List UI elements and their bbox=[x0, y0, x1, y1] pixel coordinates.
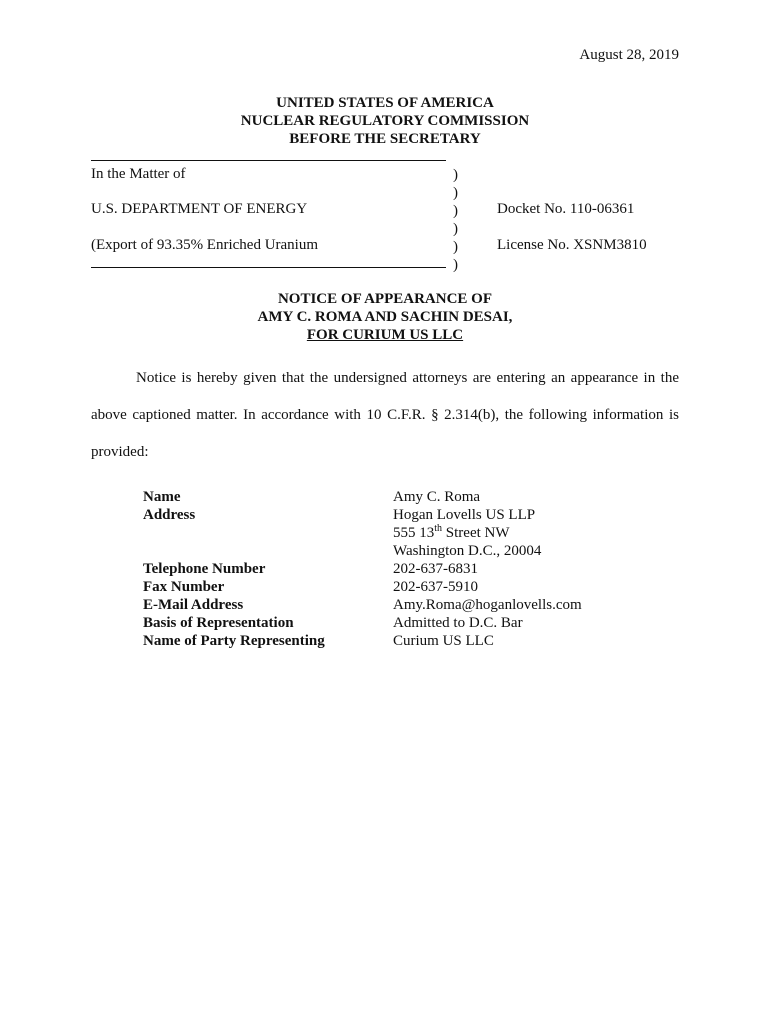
address-line-3: Washington D.C., 20004 bbox=[393, 543, 542, 559]
address-value bbox=[393, 506, 541, 560]
phone-value: 202-637-6831 bbox=[393, 561, 478, 577]
case-caption bbox=[91, 145, 691, 273]
info-row-name bbox=[143, 488, 582, 506]
party-value: Curium US LLC bbox=[393, 633, 494, 649]
caption-matter: In the Matter of bbox=[91, 166, 186, 182]
info-row-phone bbox=[143, 560, 582, 578]
email-value: Amy.Roma@hoganlovells.com bbox=[393, 597, 582, 613]
caption-subject: (Export of 93.35% Enriched Uranium bbox=[91, 237, 319, 253]
heading-line-3: BEFORE THE SECRETARY bbox=[289, 131, 481, 147]
fax-label: Fax Number bbox=[143, 579, 225, 595]
caption-paren-2: ) bbox=[453, 185, 458, 201]
info-row-fax bbox=[143, 578, 582, 596]
document-date: August 28, 2019 bbox=[579, 47, 679, 63]
info-row-email bbox=[143, 596, 582, 614]
heading-line-2: NUCLEAR REGULATORY COMMISSION bbox=[240, 113, 530, 129]
basis-value: Admitted to D.C. Bar bbox=[393, 615, 523, 631]
info-row-basis bbox=[143, 614, 582, 632]
address-street-name: Street NW bbox=[442, 525, 510, 541]
title-line-1: NOTICE OF APPEARANCE OF bbox=[277, 291, 493, 307]
heading-line-1: UNITED STATES OF AMERICA bbox=[276, 95, 494, 111]
license-number: License No. XSNM3810 bbox=[497, 237, 647, 253]
title-line-2: AMY C. ROMA AND SACHIN DESAI, bbox=[257, 309, 513, 325]
court-heading bbox=[0, 94, 770, 148]
caption-paren-5: ) bbox=[453, 239, 458, 255]
fax-value: 202-637-5910 bbox=[393, 579, 478, 595]
address-ordinal: th bbox=[434, 523, 443, 534]
caption-paren-6: ) bbox=[453, 257, 458, 273]
address-label: Address bbox=[143, 507, 196, 523]
caption-paren-3: ) bbox=[453, 203, 458, 219]
caption-top-rule bbox=[91, 160, 446, 161]
email-label: E-Mail Address bbox=[143, 597, 244, 613]
phone-label: Telephone Number bbox=[143, 561, 266, 577]
body-paragraph: Notice is hereby given that the undersigned attorneys are entering an appearance in the above captioned matter. In accordance with 10 C.F.R. § 2.314(b), the following information is provided: bbox=[91, 370, 679, 460]
caption-paren-4: ) bbox=[453, 221, 458, 237]
info-row-party bbox=[143, 632, 582, 650]
caption-paren-1: ) bbox=[453, 167, 458, 183]
caption-party: U.S. DEPARTMENT OF ENERGY bbox=[91, 201, 308, 217]
basis-label: Basis of Representation bbox=[143, 615, 294, 631]
docket-number: Docket No. 110-06361 bbox=[497, 201, 635, 217]
info-row-address bbox=[143, 506, 582, 560]
address-line-1: Hogan Lovells US LLP bbox=[393, 507, 536, 523]
name-label: Name bbox=[143, 489, 181, 505]
address-street-number: 555 13 bbox=[393, 525, 435, 541]
notice-title bbox=[0, 290, 770, 344]
notice-body bbox=[91, 360, 679, 471]
title-line-3: FOR CURIUM US LLC bbox=[306, 327, 464, 343]
attorney-info bbox=[143, 488, 582, 650]
address-line-2 bbox=[393, 524, 541, 542]
name-value: Amy C. Roma bbox=[393, 489, 481, 505]
party-label: Name of Party Representing bbox=[143, 633, 325, 649]
caption-bottom-rule bbox=[91, 267, 446, 268]
